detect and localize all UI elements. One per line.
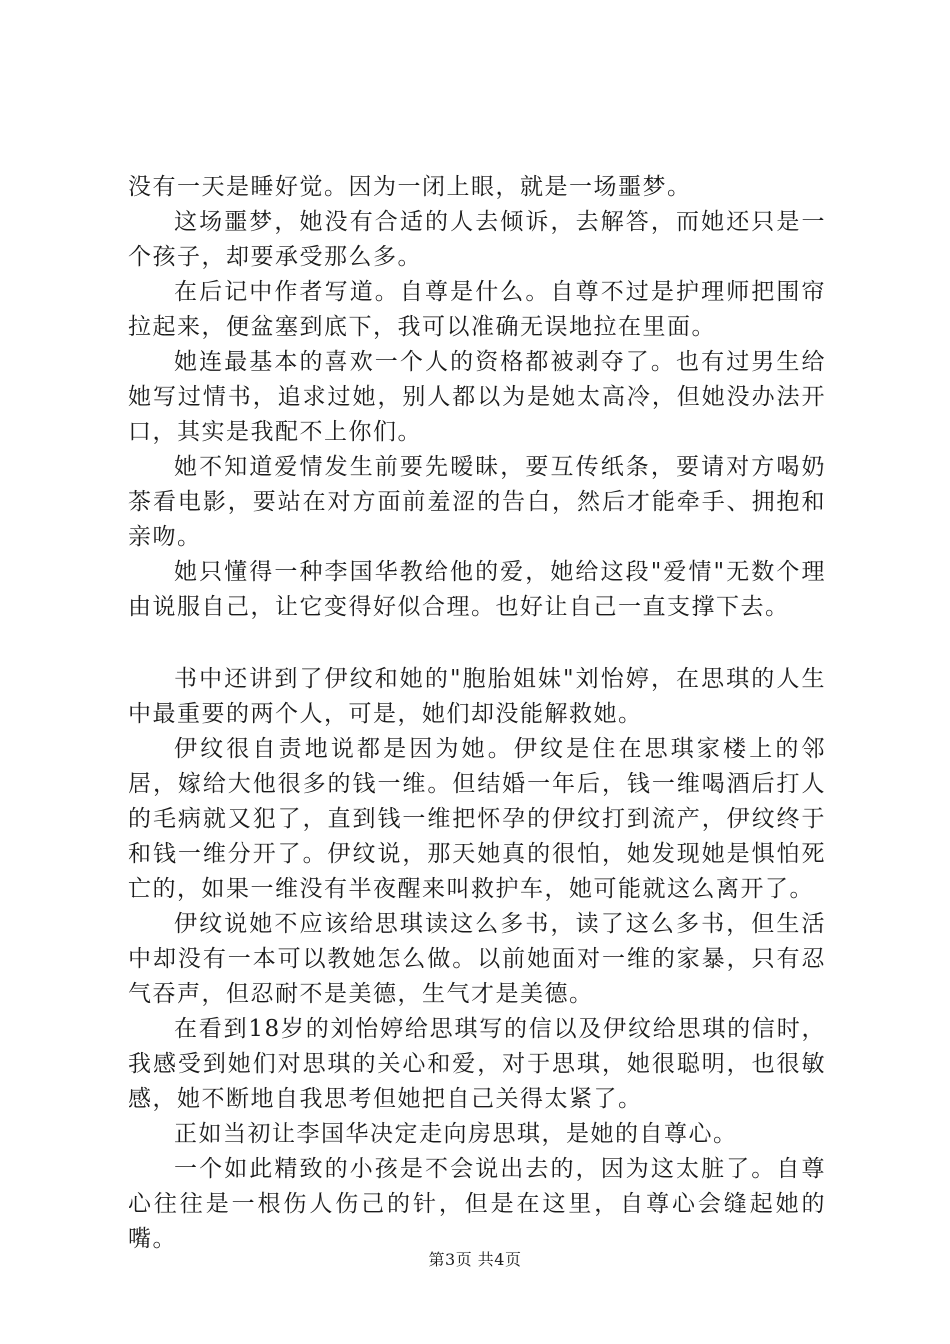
paragraph: 在看到18岁的刘怡婷给思琪写的信以及伊纹给思琪的信时，我感受到她们对思琪的关心和爱，对于思琪，她很聪明，也很敏感，她不断地自我思考但她把自己关得太紧了。: [128, 1016, 826, 1112]
paragraph: 正如当初让李国华决定走向房思琪，是她的自尊心。: [174, 1121, 738, 1147]
paragraph: 书中还讲到了伊纹和她的"胞胎姐妹"刘怡婷，在思琪的人生中最重要的两个人，可是，她们却没能解救她。: [128, 666, 826, 727]
paragraph: 她连最基本的喜欢一个人的资格都被剥夺了。也有过男生给她写过情书，追求过她，别人都以为是她太高冷，但她没办法开口，其实是我配不上你们。: [128, 349, 826, 445]
paragraph: 一个如此精致的小孩是不会说出去的，因为这太脏了。自尊心往往是一根伤人伤己的针，但是在这里，自尊心会缝起她的嘴。: [128, 1156, 826, 1252]
paragraph: 在后记中作者写道。自尊是什么。自尊不过是护理师把围帘拉起来，便盆塞到底下，我可以准确无误地拉在里面。: [128, 279, 826, 340]
paragraph: 她只懂得一种李国华教给他的爱，她给这段"爱情"无数个理由说服自己，让它变得好似合理。也好让自己一直支撑下去。: [128, 559, 826, 620]
paragraph: 没有一天是睡好觉。因为一闭上眼，就是一场噩梦。: [128, 174, 692, 200]
paragraph: 伊纹说她不应该给思琪读这么多书，读了这么多书，但生活中却没有一本可以教她怎么做。以前她面对一维的家暴，只有忍气吞声，但忍耐不是美德，生气才是美德。: [128, 911, 826, 1007]
paragraph: 她不知道爱情发生前要先暧昧，要互传纸条，要请对方喝奶茶看电影，要站在对方面前羞涩的告白，然后才能牵手、拥抱和亲吻。: [128, 454, 826, 550]
paragraph: 这场噩梦，她没有合适的人去倾诉，去解答，而她还只是一个孩子，却要承受那么多。: [128, 209, 826, 270]
page-number: 第3页 共4页: [428, 1250, 522, 1269]
body-text: [128, 170, 826, 1257]
paragraph: 伊纹很自责地说都是因为她。伊纹是住在思琪家楼上的邻居，嫁给大他很多的钱一维。但结婚一年后，钱一维喝酒后打人的毛病就又犯了，直到钱一维把怀孕的伊纹打到流产，伊纹终于和钱一维分开了。伊纹说，那天她真的很怕，她发现她是惧怕死亡的，如果一维没有半夜醒来叫救护车，她可能就这么离开了。: [128, 736, 826, 902]
